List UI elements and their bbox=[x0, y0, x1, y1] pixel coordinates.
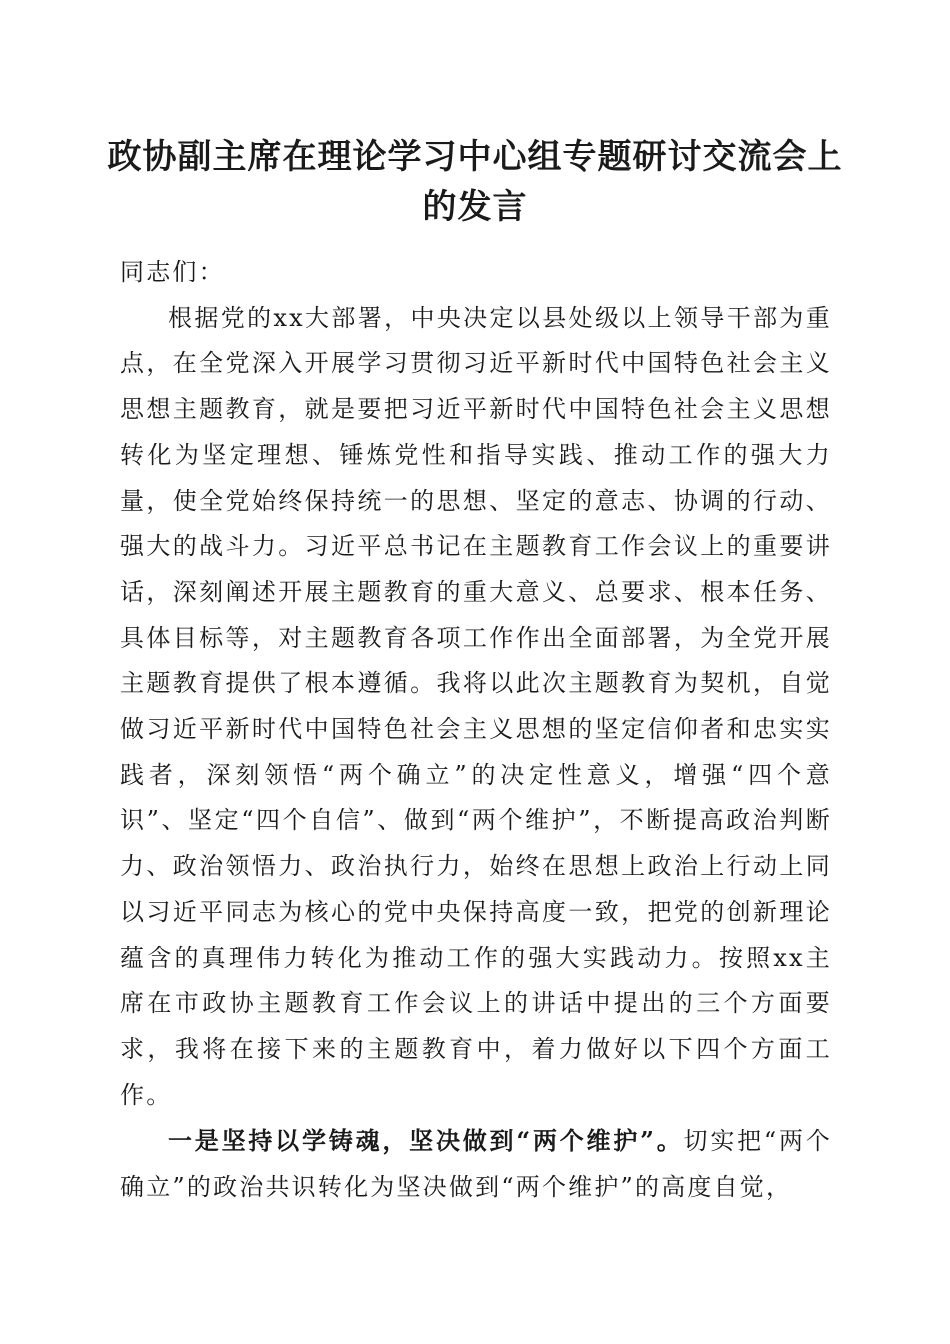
document-body bbox=[120, 250, 832, 1211]
paragraph-point-one bbox=[120, 1118, 832, 1210]
paragraph-point-one-heading: 一是坚持以学铸魂，坚决做到“两个维护”。 bbox=[168, 1126, 684, 1156]
document-title: 政协副主席在理论学习中心组专题研讨交流会上的发言 bbox=[107, 137, 843, 227]
paragraph-intro: 根据党的xx大部署，中央决定以县处级以上领导干部为重点，在全党深入开展学习贯彻习近平新时代中国特色社会主义思想主题教育，就是要把习近平新时代中国特色社会主义思想转化为坚定理想、锤炼党性和指导实践、推动工作的强大力量，使全党始终保持统一的思想、坚定的意志、协调的行动、强大的战斗力。习近平总书记在主题教育工作会议上的重要讲话，深刻阐述开展主题教育的重大意义、总要求、根本任务、具体目标等，对主题教育各项工作作出全面部署，为全党开展主题教育提供了根本遵循。我将以此次主题教育为契机，自觉做习近平新时代中国特色社会主义思想的坚定信仰者和忠实实践者，深刻领悟“两个确立”的决定性意义，增强“四个意识”、坚定“四个自信”、做到“两个维护”，不断提高政治判断力、政治领悟力、政治执行力，始终在思想上政治上行动上同以习近平同志为核心的党中央保持高度一致，把党的创新理论蕴含的真理伟力转化为推动工作的强大实践动力。按照xx主席在市政协主题教育工作会议上的讲话中提出的三个方面要求，我将在接下来的主题教育中，着力做好以下四个方面工作。 bbox=[120, 303, 832, 1109]
paragraph-point-one-text: 切实把“两个确立”的政治共识转化为坚决做到“两个维护”的高度自觉， bbox=[120, 1127, 832, 1202]
salutation: 同志们： bbox=[120, 258, 225, 286]
